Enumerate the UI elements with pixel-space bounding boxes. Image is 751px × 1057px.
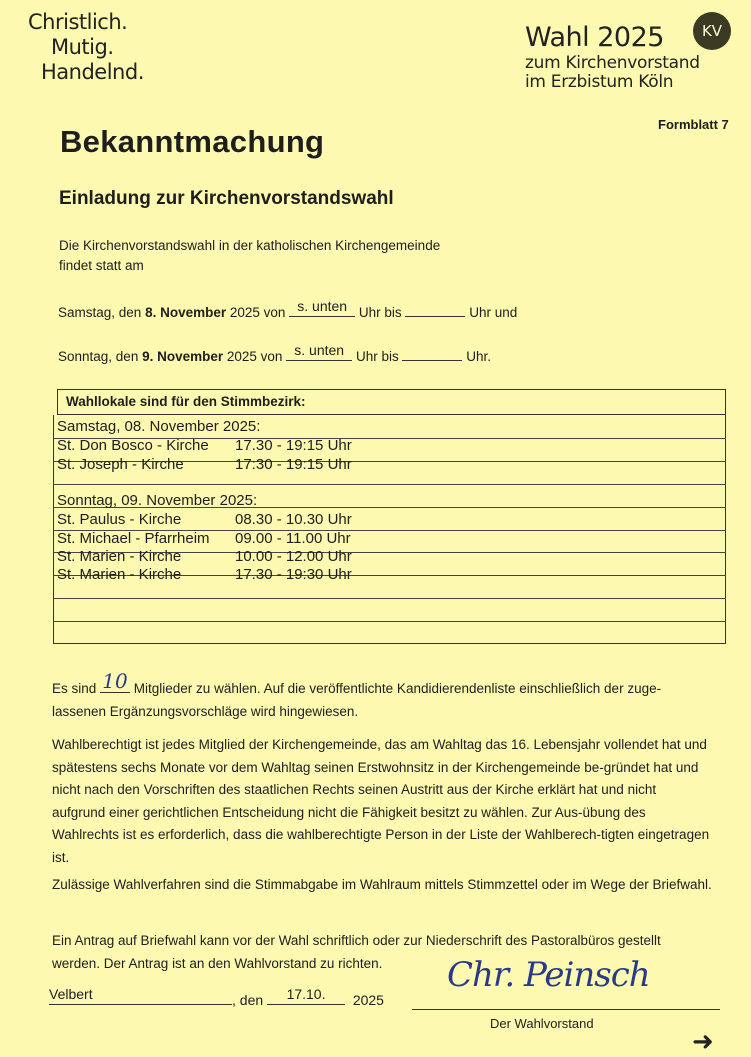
date-bold: 8. November <box>145 305 227 320</box>
polling-stations-heading: Wahllokale sind für den Stimmbezirk: <box>57 389 726 415</box>
polling-station-row: St. Don Bosco - Kirche 17.30 - 19:15 Uhr <box>57 437 352 454</box>
procedures-paragraph: Zulässige Wahlverfahren sind die Stimmabgabe im Wahlraum mittels Stimmzettel oder im Wege der Briefwahl. <box>52 877 712 892</box>
polling-station-row: St. Marien - Kirche 10.00 - 12.00 Uhr <box>57 548 352 565</box>
polling-date-row: Samstag, 08. November 2025: <box>57 418 261 435</box>
slogan-line-3: Handelnd. <box>41 60 144 84</box>
from-time-field[interactable]: s. unten <box>289 300 355 317</box>
election-logo <box>525 22 700 92</box>
signature-year: 2025 <box>352 992 384 1008</box>
slogan-line-1: Christlich. <box>28 10 128 34</box>
from-time-field[interactable]: s. unten <box>286 344 352 361</box>
polling-station-row: St. Marien - Kirche 17.30 - 19:30 Uhr <box>57 566 352 583</box>
intro-line-2: findet statt am <box>59 258 144 273</box>
polling-date-row: Sonntag, 09. November 2025: <box>57 492 258 509</box>
signature-line <box>412 1009 720 1010</box>
to-time-field[interactable] <box>402 344 462 361</box>
intro-line-1: Die Kirchenvorstandswahl in der katholischen Kirchengemeinde <box>59 238 441 253</box>
date-bold: 9. November <box>142 349 224 364</box>
eligibility-paragraph: Wahlberechtigt ist jedes Mitglied der Kirchengemeinde, das am Wahltag das 16. Lebensjahr vollendet hat und spätestens sechs Monate vor dem Wahltag seinen Erstwohnsitz in der Kirchengemeinde be-gründet hat und nicht nach den Vorschriften des staatlichen Rechts seinen Austritt aus der Kirche erklärt hat und nicht aufgrund einer gerichtlichen Entscheidung nicht die Fähigkeit besitzt zu wählen. Zur Aus-übung des Wahlrechts ist es erforderlich, dass die wahlberechtigte Person in der Liste der Wahlberech-tigten eingetragen ist. <box>52 737 710 865</box>
election-title: Wahl 2025 <box>525 22 664 53</box>
polling-station-row: St. Joseph - Kirche 17:30 - 19:15 Uhr <box>57 456 352 473</box>
arrow-right-icon[interactable]: ➜ <box>692 1026 714 1056</box>
kv-badge: KV <box>693 12 731 50</box>
election-subtitle-1: zum Kirchenvorstand <box>525 53 700 73</box>
date-line-sunday: Sonntag, den 9. November 2025 von s. unten Uhr bis Uhr. <box>58 342 491 364</box>
members-paragraph: Es sind 10 Mitglieder zu wählen. Auf die veröffentlichte Kandidierendenliste einschließlich der zuge-lassenen Ergänzungsvorschläge wird hingewiesen. <box>52 668 662 719</box>
slogan-line-2: Mutig. <box>51 35 114 59</box>
form-number: Formblatt 7 <box>658 117 729 132</box>
election-subtitle-2: im Erzbistum Köln <box>525 72 674 92</box>
to-time-field[interactable] <box>405 300 465 317</box>
polling-station-row: St. Paulus - Kirche 08.30 - 10.30 Uhr <box>57 511 352 528</box>
members-count-field[interactable]: 10 <box>100 676 130 693</box>
handwritten-signature: Chr. Peinsch <box>447 955 650 995</box>
date-field[interactable]: 17.10. <box>267 986 345 1005</box>
polling-station-row: St. Michael - Pfarrheim 09.00 - 11.00 Uhr <box>57 530 351 547</box>
slogan <box>28 10 144 85</box>
date-line-saturday: Samstag, den 8. November 2025 von s. unten Uhr bis Uhr und <box>58 298 518 320</box>
signer-label: Der Wahlvorstand <box>490 1016 594 1031</box>
postal-vote-paragraph: Ein Antrag auf Briefwahl kann vor der Wahl schriftlich oder zur Niederschrift des Pastoralbüros gestellt werden. Der Antrag ist an den Wahlvorstand zu richten. <box>52 933 661 971</box>
page-subtitle: Einladung zur Kirchenvorstandswahl <box>59 188 394 209</box>
place-field[interactable]: Velbert <box>49 986 232 1005</box>
page-title: Bekanntmachung <box>60 124 325 159</box>
intro-text <box>59 236 440 276</box>
signature-place-date: Velbert , den 17.10. 2025 <box>49 986 384 1008</box>
